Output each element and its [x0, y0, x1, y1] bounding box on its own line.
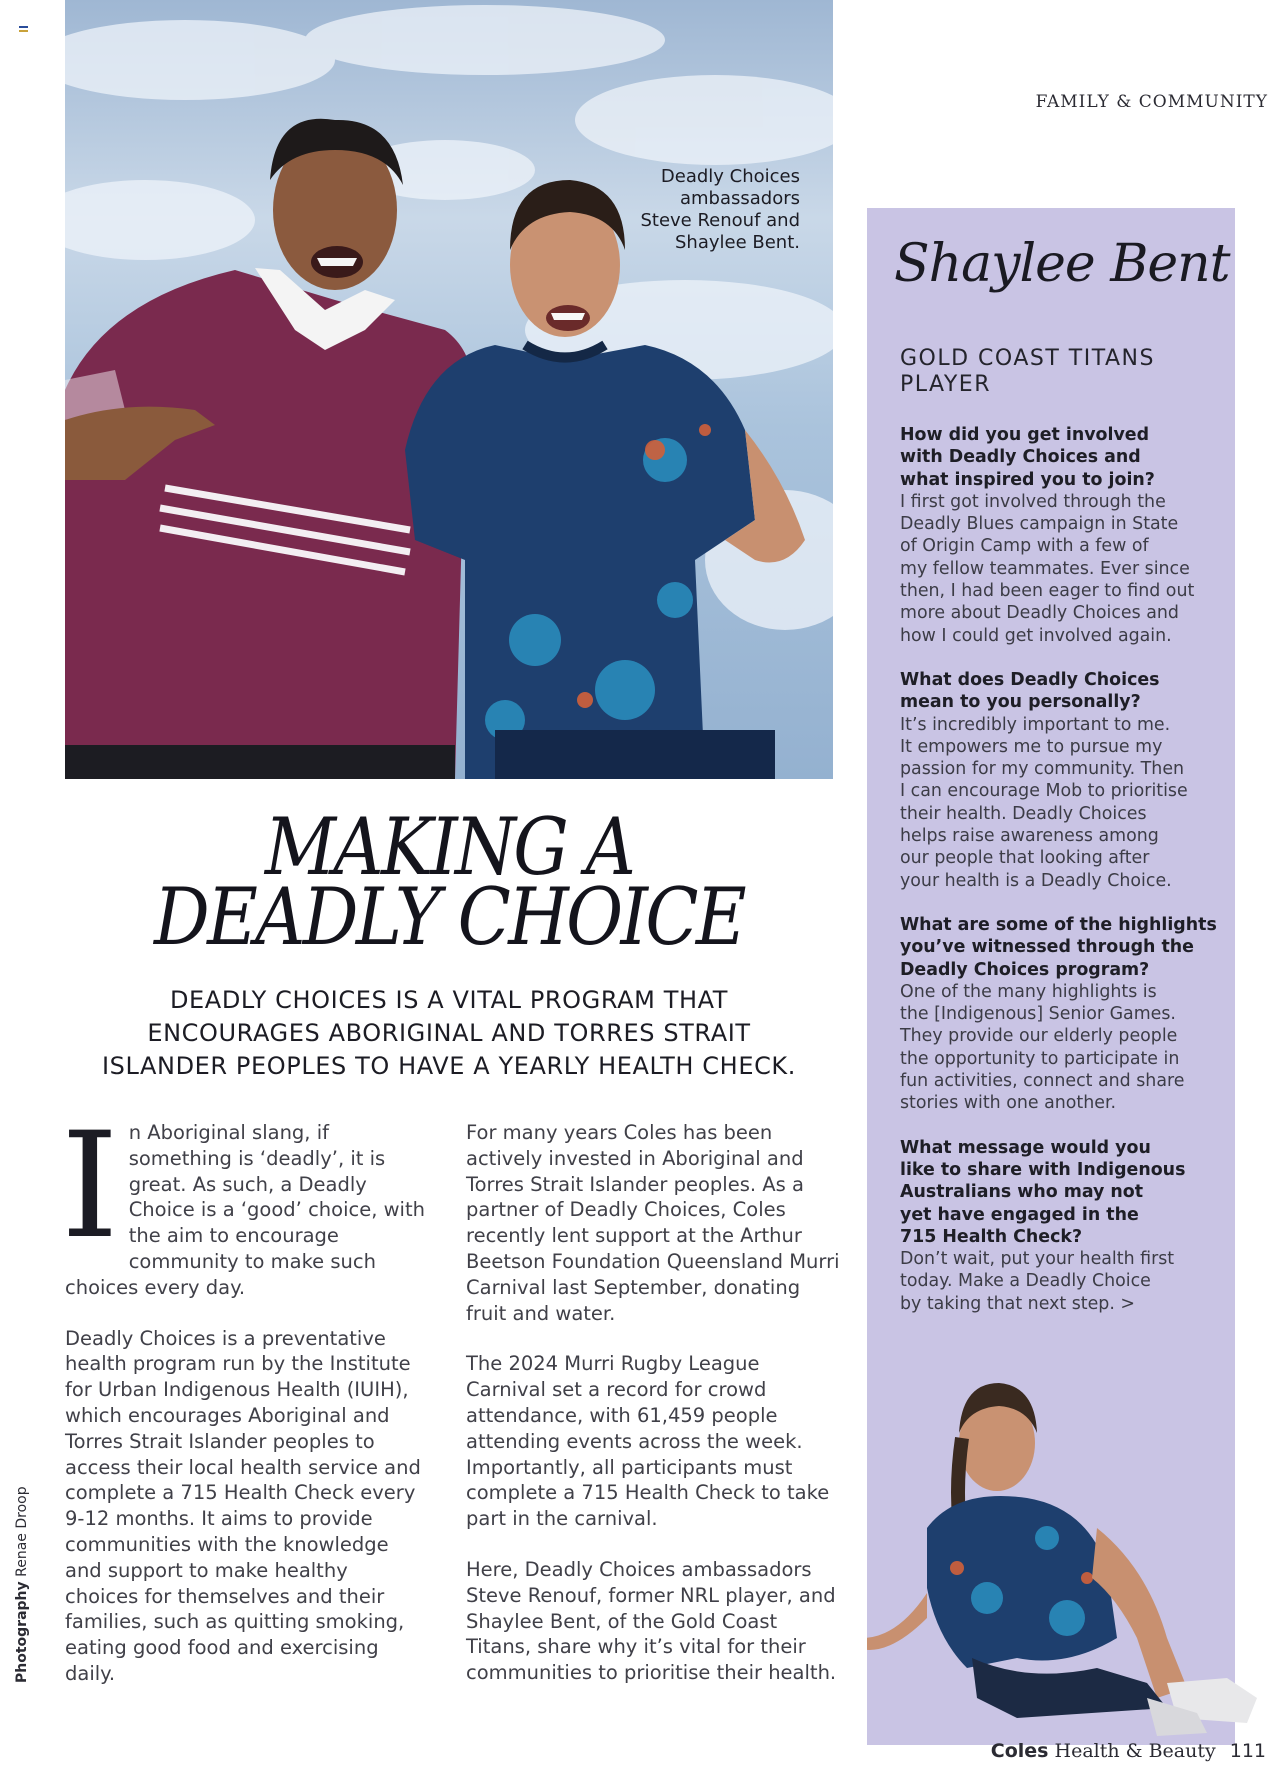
- interview-qa: [900, 424, 1230, 1337]
- qa-answer: I first got involved through the Deadly Blues campaign in State of Origin Camp with a few of my fellow teammates. Ever since then, I had been eager to find out more about Deadly Choices and how I could get involved again.: [900, 491, 1195, 646]
- article-paragraph: For many years Coles has been actively invested in Aboriginal and Torres Strait Islander peoples. As a partner of Deadly Choices, Coles recently lent support at the Arthur Beetson Foundation Queensland Murri Carnival last September, donating fruit and water.: [466, 1121, 840, 1325]
- qa-answer: One of the many highlights is the [Indigenous] Senior Games. They provide our elderly people the opportunity to participate in fun activities, connect and share stories with one another.: [900, 981, 1185, 1114]
- footer-magazine: Health & Beauty: [1054, 1740, 1216, 1762]
- article-column-left: [61, 1101, 425, 1712]
- corner-mark-icon: [19, 19, 28, 28]
- article-column-right: [466, 1120, 841, 1711]
- qa-question: What does Deadly Choices mean to you personally?: [900, 669, 1160, 713]
- subheading: DEADLY CHOICES IS A VITAL PROGRAM THAT ENCOURAGES ABORIGINAL AND TORRES STRAIT ISLANDER PEOPLES TO HAVE A YEARLY HEALTH CHECK.: [101, 986, 797, 1080]
- footer-brand: Coles: [990, 1740, 1049, 1762]
- drop-cap: I: [61, 1101, 119, 1271]
- article-paragraph: Deadly Choices is a preventative health program run by the Institute for Urban Indigenous Health (IUIH), which encourages Aboriginal and Torres Strait Islander peoples to access their local health service and complete a 715 Health Check every 9-12 months. It aims to provide communities with the knowledge and support to make healthy choices for themselves and their families, such as quitting smoking, eating good food and exercising daily.: [65, 1326, 421, 1685]
- page-footer: [991, 1740, 1266, 1762]
- qa-question: How did you get involved with Deadly Choices and what inspired you to join?: [900, 425, 1155, 490]
- qa-item: [900, 914, 1230, 1115]
- profile-role: GOLD COAST TITANS PLAYER: [900, 346, 1155, 397]
- hero-photo: [65, 0, 833, 779]
- qa-answer: Don’t wait, put your health first today. Make a Deadly Choice by taking that next step. >: [900, 1249, 1175, 1314]
- photo-credit: [14, 1486, 30, 1683]
- article-paragraph: Here, Deadly Choices ambassadors Steve Renouf, former NRL player, and Shaylee Bent, of the Gold Coast Titans, share why it’s vital for their communities to prioritise their health.: [466, 1557, 837, 1685]
- profile-sidebar: [867, 208, 1235, 1745]
- article-paragraph: The 2024 Murri Rugby League Carnival set a record for crowd attendance, with 61,459 people attending events across the week. Importantly, all participants must complete a 715 Health Check to take part in the carnival.: [466, 1352, 830, 1531]
- player-photo: [867, 1338, 1280, 1738]
- profile-name: Shaylee Bent: [894, 234, 1230, 294]
- qa-question: What are some of the highlights you’ve witnessed through the Deadly Choices program?: [900, 914, 1217, 980]
- qa-item: [900, 669, 1230, 892]
- section-label: FAMILY & COMMUNITY: [1035, 92, 1268, 112]
- page-number: 111: [1229, 1740, 1266, 1762]
- hero-illustration: [65, 0, 833, 779]
- photo-credit-name: Renae Droop: [14, 1486, 30, 1577]
- qa-item: [900, 1137, 1230, 1315]
- hero-caption: Deadly Choices ambassadors Steve Renouf and Shaylee Bent.: [640, 166, 800, 253]
- qa-answer: It’s incredibly important to me. It empowers me to pursue my passion for my community. Then I can encourage Mob to prioritise their health. Deadly Choices helps raise awareness among our people that looking after your health is a Deadly Choice.: [900, 714, 1188, 891]
- article-paragraph: In Aboriginal slang, if something is ‘deadly’, it is great. As such, a Deadly Choice is a ‘good’ choice, with the aim to encourage community to make such choices every day.: [61, 1101, 425, 1299]
- headline: MAKING A DEADLY CHOICE: [153, 801, 745, 963]
- qa-item: [900, 424, 1230, 647]
- qa-question: What message would you like to share with Indigenous Australians who may not yet have engaged in the 715 Health Check?: [900, 1137, 1186, 1247]
- photo-credit-label: Photography: [14, 1581, 30, 1683]
